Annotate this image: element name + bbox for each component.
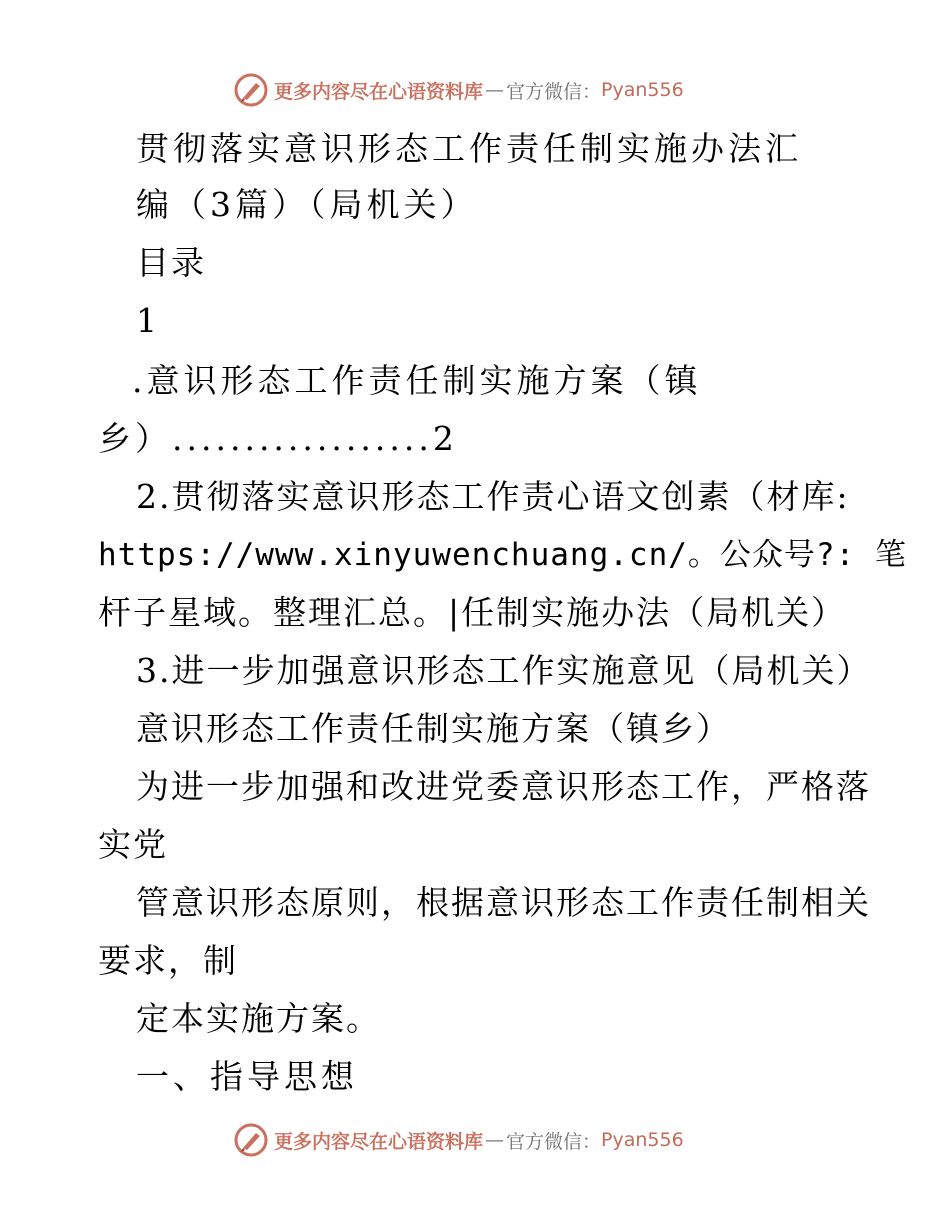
banner-wechat-id: Pyan556 (601, 79, 684, 101)
banner-brand: 更多内容尽在心语资料库 (274, 80, 484, 103)
paragraph2-line2: 要求，制 (98, 941, 238, 980)
toc-item3-text: 3.进一步加强意识形态工作实施意见（局机关） (136, 651, 872, 690)
paragraph2-line1: 管意识形态原则，根据意识形态工作责任制相关 (136, 883, 871, 922)
doc-title-line2: 编（3篇）（局机关） (136, 185, 478, 224)
banner-wechat-label: 官方微信： (506, 1130, 602, 1153)
section-title: 意识形态工作责任制实施方案（镇乡） (136, 709, 731, 748)
footer-banner (234, 1122, 734, 1158)
banner-brand: 更多内容尽在心语资料库 (274, 1130, 484, 1153)
banner-separator: — (485, 1129, 505, 1151)
paragraph3: 定本实施方案。 (136, 999, 381, 1038)
paragraph1-line2: 实党 (98, 825, 168, 864)
toc-item1-page: 乡）..................2 (98, 419, 458, 458)
paragraph1-line1: 为进一步加强和改进党委意识形态工作，严格落 (136, 767, 871, 806)
banner-wechat-label: 官方微信： (506, 80, 602, 103)
toc-item1-number: 1 (136, 301, 159, 340)
toc-item2-url: https://www.xinyuwenchuang.cn/。公众号?: 笔 (98, 537, 907, 573)
header-banner (234, 72, 734, 108)
doc-title-line1: 贯彻落实意识形态工作责任制实施办法汇 (136, 129, 802, 168)
toc-heading: 目录 (136, 243, 206, 282)
banner-separator: — (485, 79, 505, 101)
toc-item2-text: 2.贯彻落实意识形态工作责心语文创素（材库: (136, 477, 850, 516)
heading-guiding-ideology: 一、指导思想 (136, 1057, 358, 1096)
pen-logo-icon (234, 1123, 268, 1157)
pen-logo-icon (234, 73, 268, 107)
banner-wechat-id: Pyan556 (601, 1129, 684, 1151)
toc-item2-cont: 杆子星域。整理汇总。|任制实施办法（局机关） (98, 593, 847, 632)
toc-item1-text: .意识形态工作责任制实施方案（镇 (132, 361, 702, 400)
